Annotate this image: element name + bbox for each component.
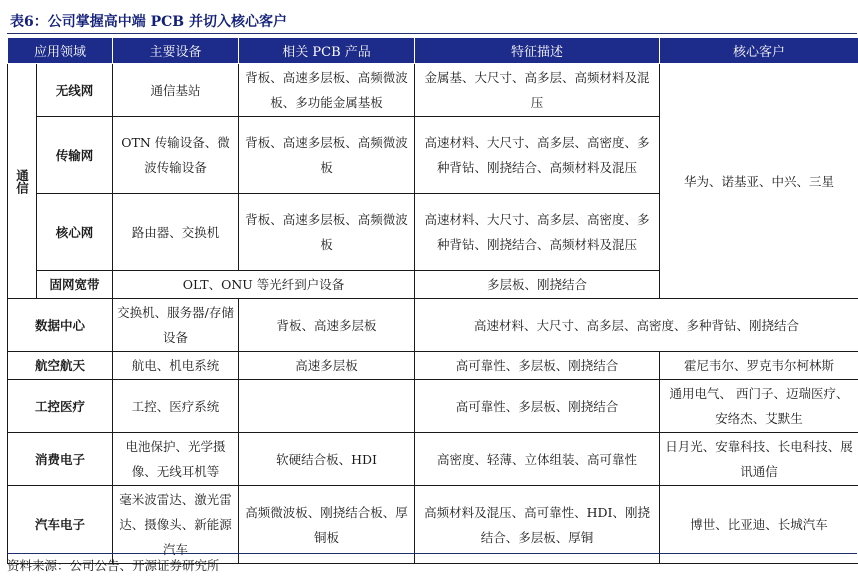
features-cell: 多层板、刚挠结合 [415,271,660,299]
header-customers: 核心客户 [660,38,858,64]
pcb-cell: 高速多层板 [239,352,415,380]
pcb-customer-table [7,37,858,564]
features-cell: 高频材料及混压、高可靠性、HDI、刚挠结合、多层板、厚铜 [415,486,660,564]
customers-cell: 通用电气、 西门子、迈瑞医疗、安络杰、艾默生 [660,380,858,433]
table-row [8,352,858,380]
features-cell: 高速材料、大尺寸、高多层、高密度、多种背钻、刚挠结合、高频材料及混压 [415,194,660,271]
pcb-cell: 背板、高速多层板、高频微波板、多功能金属基板 [239,64,415,117]
telecom-customers-cell: 华为、诺基亚、中兴、三星 [660,64,858,299]
pcb-cell: 高频微波板、刚挠结合板、厚铜板 [239,486,415,564]
header-pcb: 相关 PCB 产品 [239,38,415,64]
domain-cell: 工控医疗 [8,380,113,433]
equipment-pcb-cell: OLT、ONU 等光纤到户设备 [113,271,415,299]
equipment-cell: OTN 传输设备、微波传输设备 [113,117,239,194]
features-customers-cell: 高速材料、大尺寸、高多层、高密度、多种背钻、刚挠结合 [415,299,858,352]
equipment-cell: 路由器、交换机 [113,194,239,271]
header-row [8,38,858,64]
header-features: 特征描述 [415,38,660,64]
equipment-cell: 电池保护、光学摄像、无线耳机等 [113,433,239,486]
pcb-cell: 背板、高速多层板、高频微波板 [239,194,415,271]
domain-cell: 汽车电子 [8,486,113,564]
table-row [8,64,858,117]
domain-cell: 核心网 [37,194,113,271]
domain-cell: 数据中心 [8,299,113,352]
customers-cell: 博世、比亚迪、长城汽车 [660,486,858,564]
features-cell: 高可靠性、多层板、刚挠结合 [415,380,660,433]
source-note: 资料来源：公司公告、开源证券研究所 [7,553,857,574]
features-cell: 金属基、大尺寸、高多层、高频材料及混压 [415,64,660,117]
domain-cell: 传输网 [37,117,113,194]
table-row [8,433,858,486]
pcb-cell: 背板、高速多层板 [239,299,415,352]
features-cell: 高密度、轻薄、立体组装、高可靠性 [415,433,660,486]
pcb-cell: 背板、高速多层板、高频微波板 [239,117,415,194]
table-row [8,299,858,352]
equipment-cell: 毫米波雷达、激光雷达、摄像头、新能源汽车 [113,486,239,564]
pcb-cell: 软硬结合板、HDI [239,433,415,486]
customers-cell: 日月光、安靠科技、长电科技、展讯通信 [660,433,858,486]
table-row [8,380,858,433]
features-cell: 高速材料、大尺寸、高多层、高密度、多种背钻、刚挠结合、高频材料及混压 [415,117,660,194]
table-row [8,486,858,564]
domain-cell: 航空航天 [8,352,113,380]
customers-cell: 霍尼韦尔、罗克韦尔柯林斯 [660,352,858,380]
header-equipment: 主要设备 [113,38,239,64]
features-cell: 高可靠性、多层板、刚挠结合 [415,352,660,380]
pcb-cell [239,380,415,433]
equipment-cell: 工控、医疗系统 [113,380,239,433]
header-domain: 应用领域 [8,38,113,64]
table-title: 表6：公司掌握高中端 PCB 并切入核心客户 [10,14,287,30]
equipment-cell: 通信基站 [113,64,239,117]
title-bar [7,2,857,34]
equipment-cell: 航电、机电系统 [113,352,239,380]
domain-cell: 消费电子 [8,433,113,486]
domain-cell: 固网宽带 [37,271,113,299]
telecom-group-label: 通信 [8,64,37,299]
domain-cell: 无线网 [37,64,113,117]
equipment-cell: 交换机、服务器/存储设备 [113,299,239,352]
